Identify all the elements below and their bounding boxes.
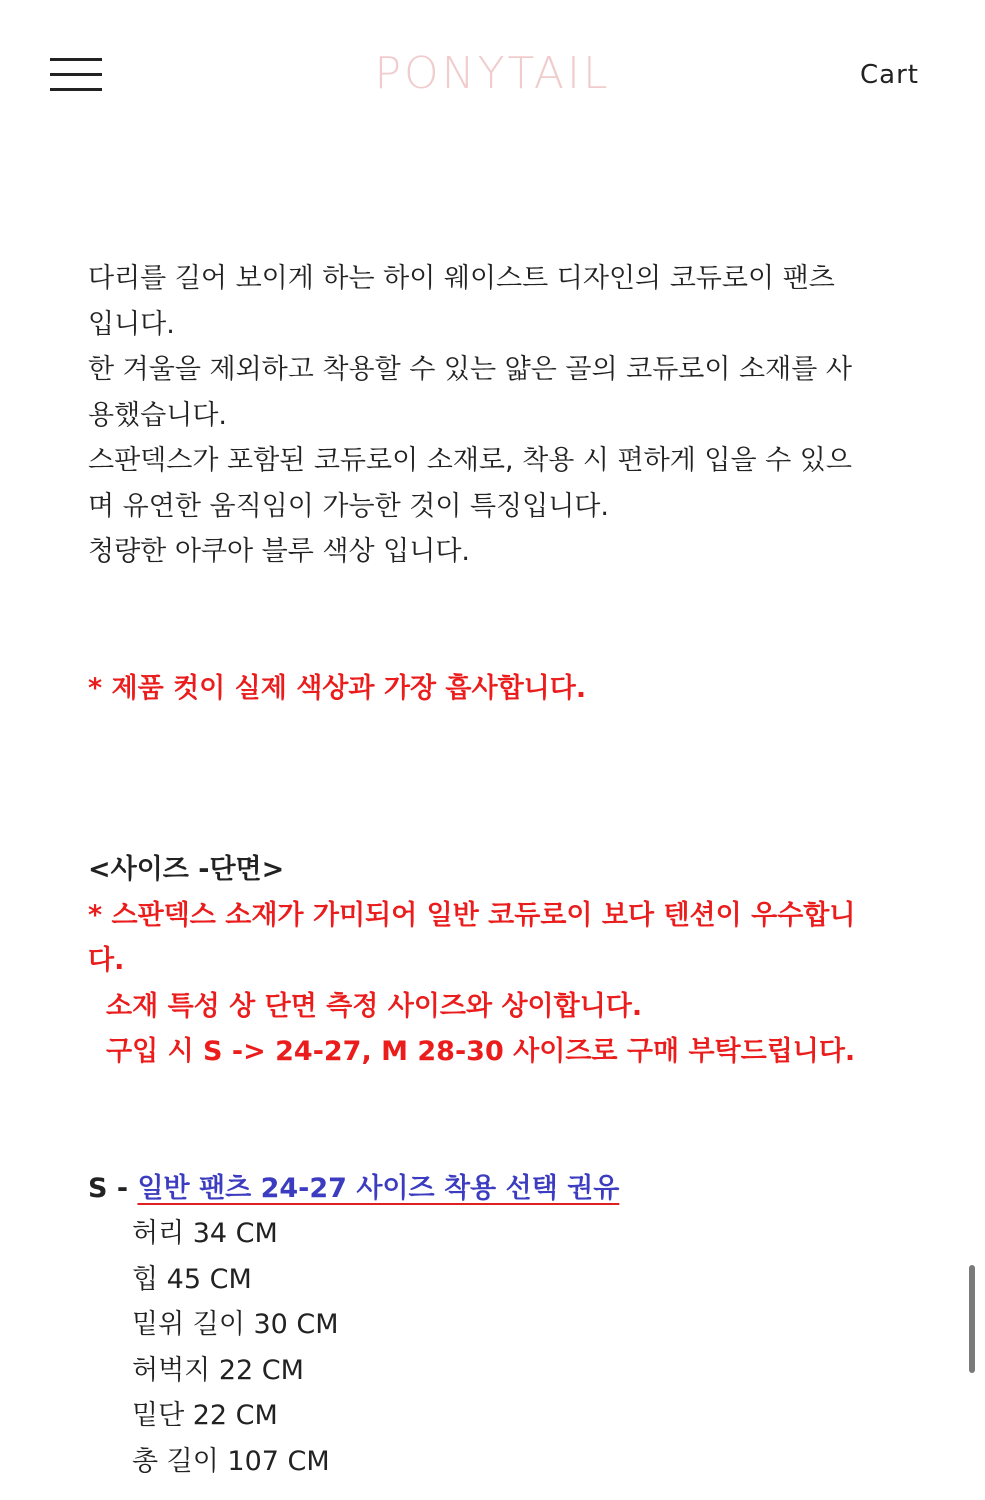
logo-wrapper xyxy=(0,48,985,99)
site-header xyxy=(0,0,985,150)
menu-bar-top xyxy=(50,58,102,61)
color-notice: * 제품 컷이 실제 색상과 가장 흡사합니다. xyxy=(88,672,587,704)
size-s-prefix: S - xyxy=(88,1172,138,1204)
description-line: 입니다. xyxy=(88,308,175,340)
description-line: 청량한 아쿠아 블루 색상 입니다. xyxy=(88,536,470,567)
size-note: 다. xyxy=(88,945,125,976)
size-s-heading xyxy=(88,1166,898,1212)
measurement-item: 힙 45 CM xyxy=(132,1263,252,1295)
measurement-item: 밑위 길이 30 CM xyxy=(132,1309,339,1340)
hamburger-menu-icon[interactable] xyxy=(50,56,102,94)
cart-link[interactable]: Cart xyxy=(860,60,919,90)
menu-bar-middle xyxy=(50,73,102,76)
scrollbar-thumb[interactable] xyxy=(969,1265,975,1373)
spacer xyxy=(88,711,898,847)
measurement-item: 허벅지 22 CM xyxy=(132,1354,304,1386)
description-line: 스판덱스가 포함된 코듀로이 소재로, 착용 시 편하게 입을 수 있으 xyxy=(88,445,852,476)
size-note: 소재 특성 상 단면 측정 사이즈와 상이합니다. xyxy=(106,990,643,1022)
site-logo[interactable]: PONYTAIL xyxy=(374,48,611,99)
spacer xyxy=(88,575,898,666)
spacer xyxy=(88,1075,898,1166)
description-line: 한 겨울을 제외하고 착용할 수 있는 얇은 골의 코듀로이 소재를 사 xyxy=(88,354,852,385)
measurement-item: 총 길이 107 CM xyxy=(132,1445,330,1477)
measurement-item: 밑단 22 CM xyxy=(132,1400,278,1431)
measurement-item: 허리 34 CM xyxy=(132,1218,278,1249)
description-line: 다리를 길어 보이게 하는 하이 웨이스트 디자인의 코듀로이 팬츠 xyxy=(88,263,835,294)
size-note: 구입 시 S -> 24-27, M 28-30 사이즈로 구매 부탁드립니다. xyxy=(106,1036,856,1067)
description-line: 며 유연한 움직임이 가능한 것이 특징입니다. xyxy=(88,490,609,522)
size-section-heading: <사이즈 -단면> xyxy=(88,854,285,885)
menu-bar-bottom xyxy=(50,88,102,91)
size-s-recommend-link[interactable]: 일반 팬츠 24-27 사이즈 착용 선택 권유 xyxy=(137,1172,620,1204)
description-line: 용했습니다. xyxy=(88,399,227,431)
size-note: * 스판덱스 소재가 가미되어 일반 코듀로이 보다 텐션이 우수합니 xyxy=(88,899,856,931)
product-description xyxy=(88,256,898,1484)
